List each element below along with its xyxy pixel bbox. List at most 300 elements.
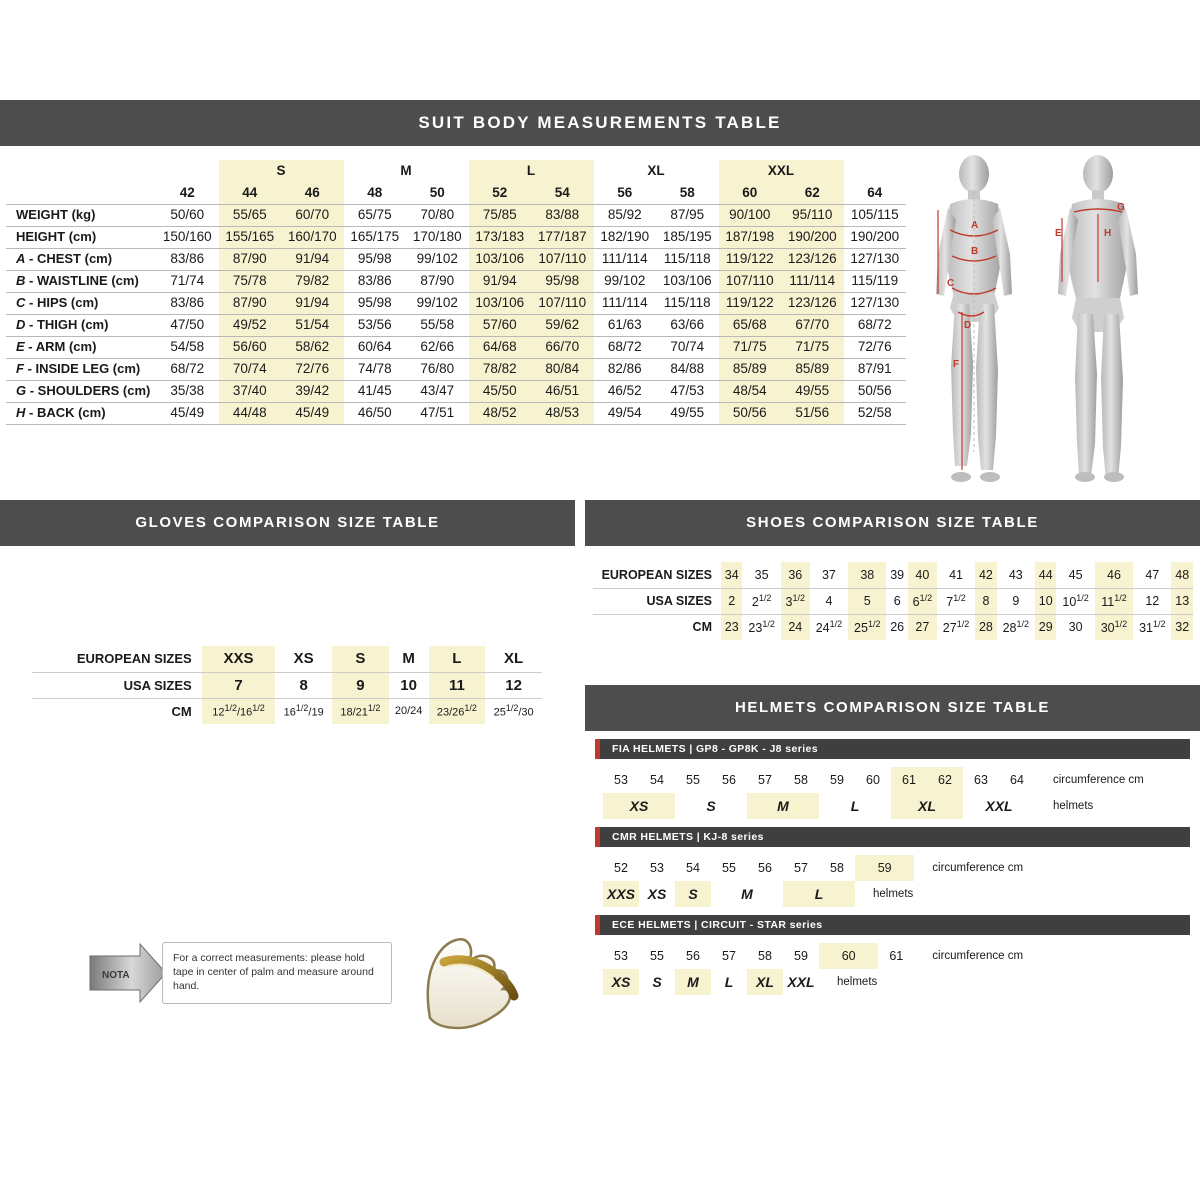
helmet-size-cell: XXL xyxy=(985,798,1013,814)
shoes-row-usa-sizes xyxy=(593,588,1193,614)
shoes-cell: 8 xyxy=(975,588,996,614)
helmets-section xyxy=(585,685,1200,1100)
helmet-note: helmets xyxy=(837,976,878,988)
helmet-size-cell: L xyxy=(724,974,734,990)
helmet-circumference-cell: 63 xyxy=(974,773,988,787)
suit-cell: 155/165 xyxy=(219,226,282,248)
helmet-circumference-cell: 56 xyxy=(758,861,772,875)
suit-cell: 60/70 xyxy=(281,204,344,226)
shoes-row-cm xyxy=(593,614,1193,640)
shoes-cell: 46 xyxy=(1095,562,1133,588)
shoes-cell: 30 xyxy=(1068,620,1083,635)
helmet-series-bar: CMR HELMETS | KJ-8 series xyxy=(595,827,1190,847)
helmet-circumference-cell: 53 xyxy=(650,861,664,875)
nota-arrow-icon xyxy=(88,942,168,1004)
figure-front xyxy=(936,155,1012,482)
suit-cell: 87/95 xyxy=(656,204,719,226)
suit-row-d xyxy=(6,314,906,336)
shoes-cell: 27 xyxy=(908,614,937,640)
suit-cell: 182/190 xyxy=(594,226,657,248)
helmet-circumference-cell: 59 xyxy=(855,855,914,881)
shoes-cell: 42 xyxy=(975,562,996,588)
suit-cell: 59/62 xyxy=(531,314,594,336)
suit-size-54: 54 xyxy=(531,182,594,204)
suit-size-64: 64 xyxy=(844,182,907,204)
gloves-row-label: EUROPEAN SIZES xyxy=(76,651,192,667)
suit-cell: 76/80 xyxy=(406,358,469,380)
helmet-size-cell: XS xyxy=(647,886,667,902)
suit-row-h xyxy=(6,402,906,424)
suit-cell: 123/126 xyxy=(781,292,844,314)
suit-cell: 150/160 xyxy=(156,226,219,248)
suit-row-a xyxy=(6,248,906,270)
suit-row-f xyxy=(6,358,906,380)
gloves-table-body xyxy=(0,546,575,1040)
shoes-cell: $31^{1/2}$ xyxy=(1139,619,1166,636)
suit-cell: 115/119 xyxy=(844,270,907,292)
helmet-circumference-cell: 61 xyxy=(891,767,927,793)
gloves-cell: XL xyxy=(504,650,524,668)
suit-size-62: 62 xyxy=(781,182,844,204)
suit-row-label: H - BACK (cm) xyxy=(6,402,156,424)
suit-section xyxy=(0,100,1200,500)
suit-cell: 119/122 xyxy=(719,248,782,270)
helmet-circumference-cell: 55 xyxy=(686,773,700,787)
suit-size-50: 50 xyxy=(406,182,469,204)
suit-cell: 107/110 xyxy=(719,270,782,292)
helmet-circumference-cell: 57 xyxy=(758,773,772,787)
svg-text:C: C xyxy=(947,278,955,289)
shoes-cell: 36 xyxy=(781,562,810,588)
gloves-cell: 8 xyxy=(299,676,308,694)
shoes-cell: $27^{1/2}$ xyxy=(942,619,970,636)
suit-cell: 43/47 xyxy=(406,380,469,402)
helmet-circumference-cell: 57 xyxy=(722,949,736,963)
suit-cell: 53/56 xyxy=(344,314,407,336)
suit-cell: 37/40 xyxy=(219,380,282,402)
helmet-circumference-cell: 56 xyxy=(722,773,736,787)
helmet-circumference-cell: 58 xyxy=(830,861,844,875)
suit-cell: 75/85 xyxy=(469,204,532,226)
suit-size-52: 52 xyxy=(469,182,532,204)
svg-text:F: F xyxy=(953,359,960,370)
svg-text:D: D xyxy=(964,320,972,331)
helmet-size-cell: M xyxy=(747,793,819,819)
shoes-cell: $25^{1/2}$ xyxy=(848,614,886,640)
helmet-circumference-cell: 55 xyxy=(722,861,736,875)
shoes-cell: 6 xyxy=(893,594,901,608)
helmet-circumference-cell: 57 xyxy=(794,861,808,875)
gloves-row-european-sizes xyxy=(32,646,542,672)
helmet-circumference-cell: 53 xyxy=(614,773,628,787)
suit-cell: 83/86 xyxy=(156,248,219,270)
shoes-table-title: SHOES COMPARISON SIZE TABLE xyxy=(585,500,1200,546)
helmet-sizes-row xyxy=(603,881,1024,907)
helmet-circumference-cell: 53 xyxy=(614,949,628,963)
suit-cell: 83/86 xyxy=(156,292,219,314)
helmet-size-cell: S xyxy=(706,798,716,814)
suit-measurements-table xyxy=(6,160,906,425)
suit-row-label: A - CHEST (cm) xyxy=(6,248,156,270)
gloves-cell: XS xyxy=(293,650,314,668)
suit-row-height xyxy=(6,226,906,248)
svg-text:A: A xyxy=(971,220,979,231)
helmet-note: helmets xyxy=(873,888,914,900)
shoes-cell: 12 xyxy=(1145,594,1160,608)
suit-cell: 105/115 xyxy=(844,204,907,226)
helmet-block-1 xyxy=(595,827,1190,907)
suit-cell: 52/58 xyxy=(844,402,907,424)
suit-table-body xyxy=(0,146,1200,500)
suit-cell: 68/72 xyxy=(594,336,657,358)
shoes-cell: 23 xyxy=(721,614,742,640)
suit-row-label: B - WAISTLINE (cm) xyxy=(6,270,156,292)
suit-size-46: 46 xyxy=(281,182,344,204)
suit-cell: 51/56 xyxy=(781,402,844,424)
shoes-cell: $23^{1/2}$ xyxy=(748,619,775,636)
column-divider xyxy=(578,500,585,1100)
helmet-block-2 xyxy=(595,915,1190,995)
suit-cell: 80/84 xyxy=(531,358,594,380)
suit-cell: 111/114 xyxy=(594,248,657,270)
suit-cell: 115/118 xyxy=(656,292,719,314)
suit-row-label: C - HIPS (cm) xyxy=(6,292,156,314)
helmet-circumference-cell: 55 xyxy=(650,949,664,963)
suit-cell: 48/53 xyxy=(531,402,594,424)
gloves-cell: S xyxy=(332,646,389,672)
suit-cell: 95/98 xyxy=(344,292,407,314)
shoes-cell: 9 xyxy=(1012,594,1020,608)
shoes-cell: 13 xyxy=(1171,588,1193,614)
suit-cell: 68/72 xyxy=(156,358,219,380)
suit-cell: 55/65 xyxy=(219,204,282,226)
suit-cell: 177/187 xyxy=(531,226,594,248)
helmet-circumference-cell: 58 xyxy=(794,773,808,787)
suit-cell: 107/110 xyxy=(531,292,594,314)
suit-cell: 99/102 xyxy=(406,292,469,314)
helmet-series-bar: FIA HELMETS | GP8 - GP8K - J8 series xyxy=(595,739,1190,759)
shoes-cell: 45 xyxy=(1068,567,1083,582)
helmet-sizes-row xyxy=(603,793,1145,819)
suit-cell: 87/90 xyxy=(406,270,469,292)
gloves-cell: $16^{1/2}/19$ xyxy=(283,703,324,720)
helmet-size-cell: L xyxy=(783,881,855,907)
suit-cell: 95/98 xyxy=(531,270,594,292)
helmet-size-table xyxy=(603,855,1024,907)
shoes-cell: 37 xyxy=(821,567,836,582)
suit-cell: 49/55 xyxy=(656,402,719,424)
shoes-cell: 43 xyxy=(1008,567,1023,582)
suit-cell: 95/98 xyxy=(344,248,407,270)
suit-cell: 62/66 xyxy=(406,336,469,358)
suit-cell: 35/38 xyxy=(156,380,219,402)
shoes-cell: 26 xyxy=(890,620,905,635)
suit-cell: 47/51 xyxy=(406,402,469,424)
helmet-circumference-cell: 52 xyxy=(614,861,628,875)
suit-cell: 56/60 xyxy=(219,336,282,358)
suit-cell: 49/52 xyxy=(219,314,282,336)
suit-cell: 87/91 xyxy=(844,358,907,380)
gloves-cell: 9 xyxy=(332,672,389,698)
suit-row-c xyxy=(6,292,906,314)
suit-cell: 39/42 xyxy=(281,380,344,402)
helmet-circumference-cell: 59 xyxy=(794,949,808,963)
gloves-cell: $18/21^{1/2}$ xyxy=(332,698,389,724)
suit-cell: 160/170 xyxy=(281,226,344,248)
suit-cell: 70/74 xyxy=(219,358,282,380)
suit-row-b xyxy=(6,270,906,292)
suit-cell: 87/90 xyxy=(219,248,282,270)
shoes-cell: $30^{1/2}$ xyxy=(1095,614,1133,640)
suit-cell: 103/106 xyxy=(469,248,532,270)
suit-cell: 83/86 xyxy=(344,270,407,292)
suit-cell: 91/94 xyxy=(281,248,344,270)
suit-cell: 71/75 xyxy=(719,336,782,358)
figure-back xyxy=(1055,155,1138,482)
suit-cell: 48/54 xyxy=(719,380,782,402)
gloves-row-cm xyxy=(32,698,542,724)
shoes-row-label: USA SIZES xyxy=(646,594,712,608)
gloves-cell: L xyxy=(429,646,486,672)
shoes-row-european-sizes xyxy=(593,562,1193,588)
suit-cell: 64/68 xyxy=(469,336,532,358)
shoes-cell: 34 xyxy=(721,562,742,588)
gloves-cell: 20/24 xyxy=(394,705,423,718)
suit-cell: 70/80 xyxy=(406,204,469,226)
suit-cell: 95/110 xyxy=(781,204,844,226)
suit-cell: 170/180 xyxy=(406,226,469,248)
helmet-circumference-note: circumference cm xyxy=(932,950,1024,962)
shoes-cell: 28 xyxy=(975,614,996,640)
gloves-cell: XXS xyxy=(202,646,276,672)
helmet-size-table xyxy=(603,767,1145,819)
helmets-table-body xyxy=(585,731,1200,1100)
suit-cell: 71/74 xyxy=(156,270,219,292)
suit-cell: 119/122 xyxy=(719,292,782,314)
gloves-cell: 11 xyxy=(429,672,486,698)
suit-cell: 111/114 xyxy=(594,292,657,314)
shoes-cell: $24^{1/2}$ xyxy=(815,619,843,636)
suit-cell: 46/51 xyxy=(531,380,594,402)
gloves-row-label: USA SIZES xyxy=(123,677,192,693)
shoes-cell: 5 xyxy=(848,588,886,614)
helmet-blocks xyxy=(585,739,1200,995)
helmet-note: helmets xyxy=(1053,800,1094,812)
suit-cell: 55/58 xyxy=(406,314,469,336)
shoes-cell: 39 xyxy=(890,567,905,582)
shoes-cell: 29 xyxy=(1035,614,1056,640)
gloves-cell: M xyxy=(402,650,415,668)
suit-cell: 127/130 xyxy=(844,292,907,314)
suit-cell: 46/52 xyxy=(594,380,657,402)
suit-cell: 70/74 xyxy=(656,336,719,358)
body-diagram-svg xyxy=(902,152,1192,502)
suit-group-m: M xyxy=(400,163,412,178)
shoes-cell: $2^{1/2}$ xyxy=(751,592,772,610)
suit-cell: 111/114 xyxy=(781,270,844,292)
suit-row-e xyxy=(6,336,906,358)
gloves-note xyxy=(88,936,558,1016)
suit-size-58: 58 xyxy=(656,182,719,204)
gloves-cell: $23/26^{1/2}$ xyxy=(429,698,486,724)
helmet-sizes-row xyxy=(603,969,1024,995)
gloves-row-label: CM xyxy=(171,703,192,719)
helmet-size-cell: M xyxy=(675,969,711,995)
spacer-cell xyxy=(6,160,156,182)
gloves-cell: 10 xyxy=(400,676,417,694)
helmet-circumference-cell: 61 xyxy=(889,949,904,963)
helmet-circumference-note: circumference cm xyxy=(932,862,1024,874)
suit-cell: 63/66 xyxy=(656,314,719,336)
group-blank-end xyxy=(844,160,907,182)
suit-row-label: E - ARM (cm) xyxy=(6,336,156,358)
suit-cell: 66/70 xyxy=(531,336,594,358)
helmet-circumference-cell: 56 xyxy=(686,949,700,963)
shoes-cell: 24 xyxy=(781,614,810,640)
suit-cell: 65/75 xyxy=(344,204,407,226)
helmet-circumference-cell: 54 xyxy=(686,861,700,875)
shoes-cell: 44 xyxy=(1035,562,1056,588)
helmet-size-cell: XL xyxy=(891,793,963,819)
gloves-table-title: GLOVES COMPARISON SIZE TABLE xyxy=(0,500,575,546)
suit-cell: 185/195 xyxy=(656,226,719,248)
helmet-size-cell: S xyxy=(675,881,711,907)
suit-cell: 84/88 xyxy=(656,358,719,380)
suit-cell: 60/64 xyxy=(344,336,407,358)
suit-cell: 57/60 xyxy=(469,314,532,336)
group-blank xyxy=(156,160,219,182)
shoes-cell: 2 xyxy=(721,588,742,614)
helmet-series-bar: ECE HELMETS | CIRCUIT - STAR series xyxy=(595,915,1190,935)
helmet-size-cell: M xyxy=(741,886,753,902)
shoes-cell: 40 xyxy=(908,562,937,588)
helmet-circumference-cell: 62 xyxy=(927,767,963,793)
suit-cell: 99/102 xyxy=(406,248,469,270)
suit-cell: 165/175 xyxy=(344,226,407,248)
suit-row-g xyxy=(6,380,906,402)
helmet-circumference-row xyxy=(603,767,1145,793)
helmet-circumference-cell: 60 xyxy=(866,773,880,787)
suit-cell: 47/50 xyxy=(156,314,219,336)
shoes-cell: 32 xyxy=(1171,614,1193,640)
hand-measure-icon xyxy=(408,922,558,1030)
suit-cell: 47/53 xyxy=(656,380,719,402)
suit-cell: 87/90 xyxy=(219,292,282,314)
suit-group-s: S xyxy=(219,160,344,182)
helmet-circumference-note: circumference cm xyxy=(1053,774,1144,786)
suit-cell: 74/78 xyxy=(344,358,407,380)
suit-cell: 45/49 xyxy=(281,402,344,424)
helmet-size-cell: XL xyxy=(747,969,783,995)
shoes-cell: 35 xyxy=(754,567,769,582)
suit-cell: 82/86 xyxy=(594,358,657,380)
suit-row-weight xyxy=(6,204,906,226)
shoes-cell: 41 xyxy=(949,567,963,582)
gloves-cell: 7 xyxy=(202,672,276,698)
shoes-cell: 48 xyxy=(1171,562,1193,588)
suit-cell: 61/63 xyxy=(594,314,657,336)
shoes-row-label: EUROPEAN SIZES xyxy=(601,567,712,582)
suit-cell: 41/45 xyxy=(344,380,407,402)
suit-cell: 50/56 xyxy=(844,380,907,402)
helmet-circumference-cell: 58 xyxy=(758,949,772,963)
helmet-block-0 xyxy=(595,739,1190,819)
suit-cell: 50/60 xyxy=(156,204,219,226)
helmet-circumference-cell: 59 xyxy=(830,773,844,787)
suit-cell: 45/49 xyxy=(156,402,219,424)
svg-text:H: H xyxy=(1104,228,1112,239)
shoes-cell: $7^{1/2}$ xyxy=(946,592,966,610)
shoes-section xyxy=(585,500,1200,685)
suit-cell: 71/75 xyxy=(781,336,844,358)
suit-cell: 107/110 xyxy=(531,248,594,270)
suit-cell: 65/68 xyxy=(719,314,782,336)
suit-size-header-row xyxy=(6,182,906,204)
shoes-cell: $3^{1/2}$ xyxy=(781,588,810,614)
suit-size-44: 44 xyxy=(219,182,282,204)
helmet-circumference-cell: 54 xyxy=(650,773,664,787)
gloves-cell: $12^{1/2}/16^{1/2}$ xyxy=(202,698,276,724)
suit-group-xxl: XXL xyxy=(719,160,844,182)
suit-cell: 54/58 xyxy=(156,336,219,358)
helmet-size-cell: XS xyxy=(603,969,639,995)
helmet-size-cell: XS xyxy=(603,793,675,819)
gloves-row-usa-sizes xyxy=(32,672,542,698)
suit-size-48: 48 xyxy=(344,182,407,204)
suit-cell: 49/54 xyxy=(594,402,657,424)
suit-cell: 187/198 xyxy=(719,226,782,248)
suit-cell: 85/89 xyxy=(781,358,844,380)
suit-group-xl: XL xyxy=(647,163,665,178)
suit-group-header-row xyxy=(6,160,906,182)
spacer-cell xyxy=(6,182,156,204)
shoes-cell: $10^{1/2}$ xyxy=(1062,592,1089,610)
suit-cell: 79/82 xyxy=(281,270,344,292)
shoes-size-table xyxy=(593,562,1193,640)
suit-cell: 123/126 xyxy=(781,248,844,270)
shoes-row-label: CM xyxy=(692,620,712,635)
suit-cell: 49/55 xyxy=(781,380,844,402)
helmet-circumference-row xyxy=(603,855,1024,881)
suit-cell: 46/50 xyxy=(344,402,407,424)
gloves-cell: $25^{1/2}/30$ xyxy=(493,703,534,720)
shoes-cell: 47 xyxy=(1145,567,1160,582)
svg-text:G: G xyxy=(1117,202,1125,213)
suit-cell: 127/130 xyxy=(844,248,907,270)
helmet-size-cell: S xyxy=(652,974,662,990)
helmet-size-cell: XXS xyxy=(603,881,639,907)
suit-size-42: 42 xyxy=(156,182,219,204)
suit-cell: 58/62 xyxy=(281,336,344,358)
suit-cell: 72/76 xyxy=(844,336,907,358)
suit-row-label: F - INSIDE LEG (cm) xyxy=(6,358,156,380)
helmet-size-cell: L xyxy=(850,798,860,814)
suit-row-label: HEIGHT (cm) xyxy=(6,226,156,248)
suit-cell: 68/72 xyxy=(844,314,907,336)
suit-cell: 45/50 xyxy=(469,380,532,402)
suit-size-56: 56 xyxy=(594,182,657,204)
svg-text:E: E xyxy=(1055,228,1062,239)
suit-cell: 190/200 xyxy=(844,226,907,248)
suit-size-60: 60 xyxy=(719,182,782,204)
helmet-size-cell: XXL xyxy=(787,974,815,990)
gloves-section xyxy=(0,500,575,1040)
gloves-cell: 12 xyxy=(505,676,522,694)
suit-cell: 91/94 xyxy=(281,292,344,314)
suit-cell: 75/78 xyxy=(219,270,282,292)
body-figures xyxy=(902,152,1192,502)
suit-row-label: WEIGHT (kg) xyxy=(6,204,156,226)
